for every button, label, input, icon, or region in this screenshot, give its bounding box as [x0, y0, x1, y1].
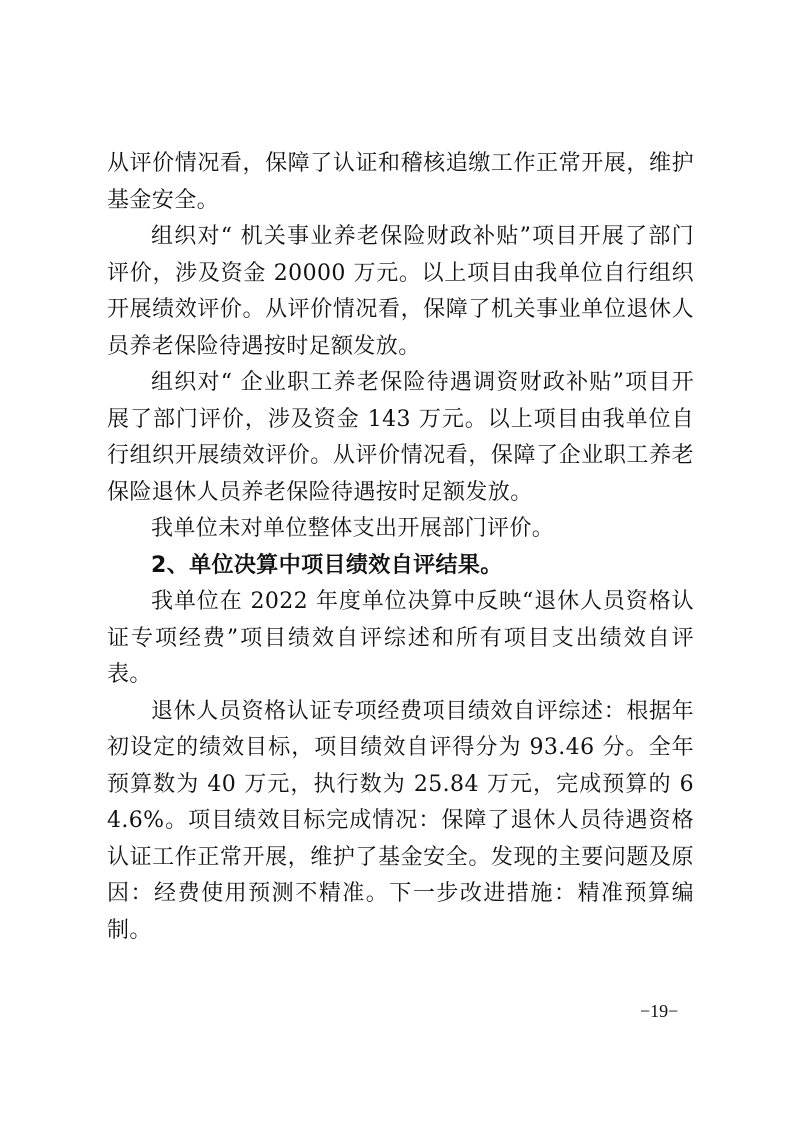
paragraph-self-evaluation-summary: 退休人员资格认证专项经费项目绩效自评综述：根据年初设定的绩效目标，项目绩效自评得分为 93.46 分。全年预算数为 40 万元，执行数为 25.84 万元，完成预算的 64.6%。项目绩效目标完成情况：保障了退休人员待遇资格认证工作正常开展，维护了基金安全。发现的主要问题及原因：经费使用预测不精准。下一步改进措施：精准预算编制。	[107, 698, 694, 943]
paragraph-no-overall-evaluation: 我单位未对单位整体支出开展部门评价。	[151, 516, 555, 541]
page-number: −19−	[640, 1001, 679, 1021]
paragraph-institution-subsidy: 组织对“ 机关事业养老保险财政补贴”项目开展了部门评价，涉及资金 20000 万元。以上项目由我单位自行组织开展绩效评价。从评价情况看，保障了机关事业单位退休人员养老保险待遇按时足额发放。	[107, 224, 694, 359]
paragraph-continuation: 从评价情况看，保障了认证和稽核追缴工作正常开展，维护基金安全。	[107, 151, 694, 213]
paragraph-final-accounts: 我单位在 2022 年度单位决算中反映“退休人员资格认证专项经费”项目绩效自评综述和所有项目支出绩效自评表。	[107, 589, 694, 687]
body-text	[107, 146, 694, 949]
section-heading: 2、单位决算中项目绩效自评结果。	[151, 552, 503, 578]
paragraph-enterprise-subsidy: 组织对“ 企业职工养老保险待遇调资财政补贴”项目开展了部门评价，涉及资金 143 万元。以上项目由我单位自行组织开展绩效评价。从评价情况看，保障了企业职工养老保险退休人员养老保险待遇按时足额发放。	[107, 370, 694, 505]
